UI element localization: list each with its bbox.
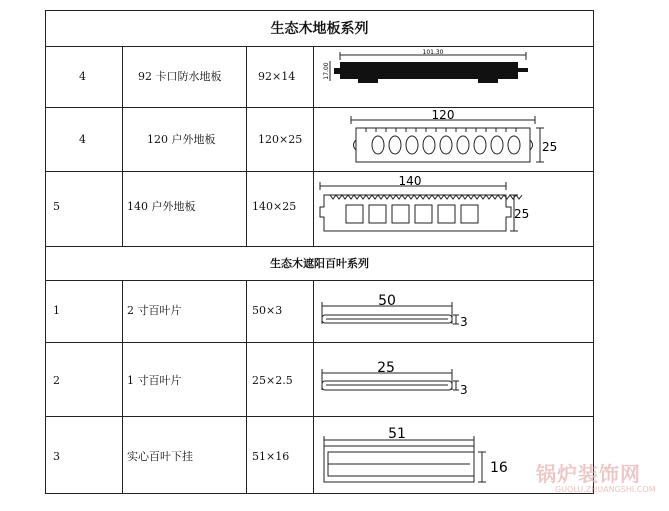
table-rule <box>45 246 594 247</box>
dimension-width: 51 <box>388 426 406 442</box>
dimension-width: 50 <box>378 293 396 309</box>
dimension-width: 120 <box>431 108 455 122</box>
table-rule <box>45 46 594 47</box>
row-number: 4 <box>79 70 86 83</box>
product-name: 120 户外地板 <box>147 133 216 146</box>
column-divider <box>313 280 314 494</box>
watermark: 锅炉装饰网 <box>536 462 641 486</box>
section-title-flooring: 生态木地板系列 <box>270 21 369 37</box>
row-number: 4 <box>79 133 86 146</box>
product-spec: 92×14 <box>258 70 296 83</box>
column-divider <box>313 46 314 246</box>
dimension-height: 3 <box>460 383 468 397</box>
dimension-height: 25 <box>542 140 558 154</box>
dimension-width: 101.30 <box>422 49 444 56</box>
row-number: 1 <box>53 304 60 317</box>
column-divider <box>246 280 247 494</box>
profile-drawing-92 <box>318 48 590 104</box>
row-number: 5 <box>53 200 60 213</box>
dimension-width: 140 <box>398 174 422 188</box>
row-number: 2 <box>53 374 60 387</box>
dimension-height: 25 <box>514 207 530 221</box>
product-name: 1 寸百叶片 <box>127 374 182 387</box>
table-rule <box>45 280 594 281</box>
table-rule <box>45 171 594 172</box>
column-divider <box>122 280 123 494</box>
profile-drawing-140 <box>318 173 590 243</box>
profile-drawing-louver-50 <box>318 282 590 340</box>
product-name: 92 卡口防水地板 <box>138 70 222 83</box>
watermark-url: GUOLU.ZHUANGSHI.COM <box>555 485 656 494</box>
product-name: 实心百叶下挂 <box>127 450 193 463</box>
product-spec: 51×16 <box>252 450 290 463</box>
column-divider <box>246 46 247 246</box>
product-spec: 140×25 <box>252 200 297 213</box>
column-divider <box>122 46 123 246</box>
profile-drawing-louver-25 <box>318 344 590 414</box>
dimension-height: 16 <box>490 460 508 476</box>
table-rule <box>45 416 594 417</box>
product-spec: 50×3 <box>252 304 283 317</box>
product-spec: 120×25 <box>258 133 303 146</box>
dimension-height: 3 <box>460 315 468 329</box>
dimension-height: 17.00 <box>323 62 330 80</box>
product-name: 140 户外地板 <box>127 200 196 213</box>
row-number: 3 <box>53 450 60 463</box>
product-spec: 25×2.5 <box>252 374 293 387</box>
product-name: 2 寸百叶片 <box>127 304 182 317</box>
dimension-width: 25 <box>377 360 395 376</box>
section-title-louver: 生态木遮阳百叶系列 <box>270 257 369 270</box>
profile-drawing-120 <box>318 108 590 170</box>
table-rule <box>45 342 594 343</box>
